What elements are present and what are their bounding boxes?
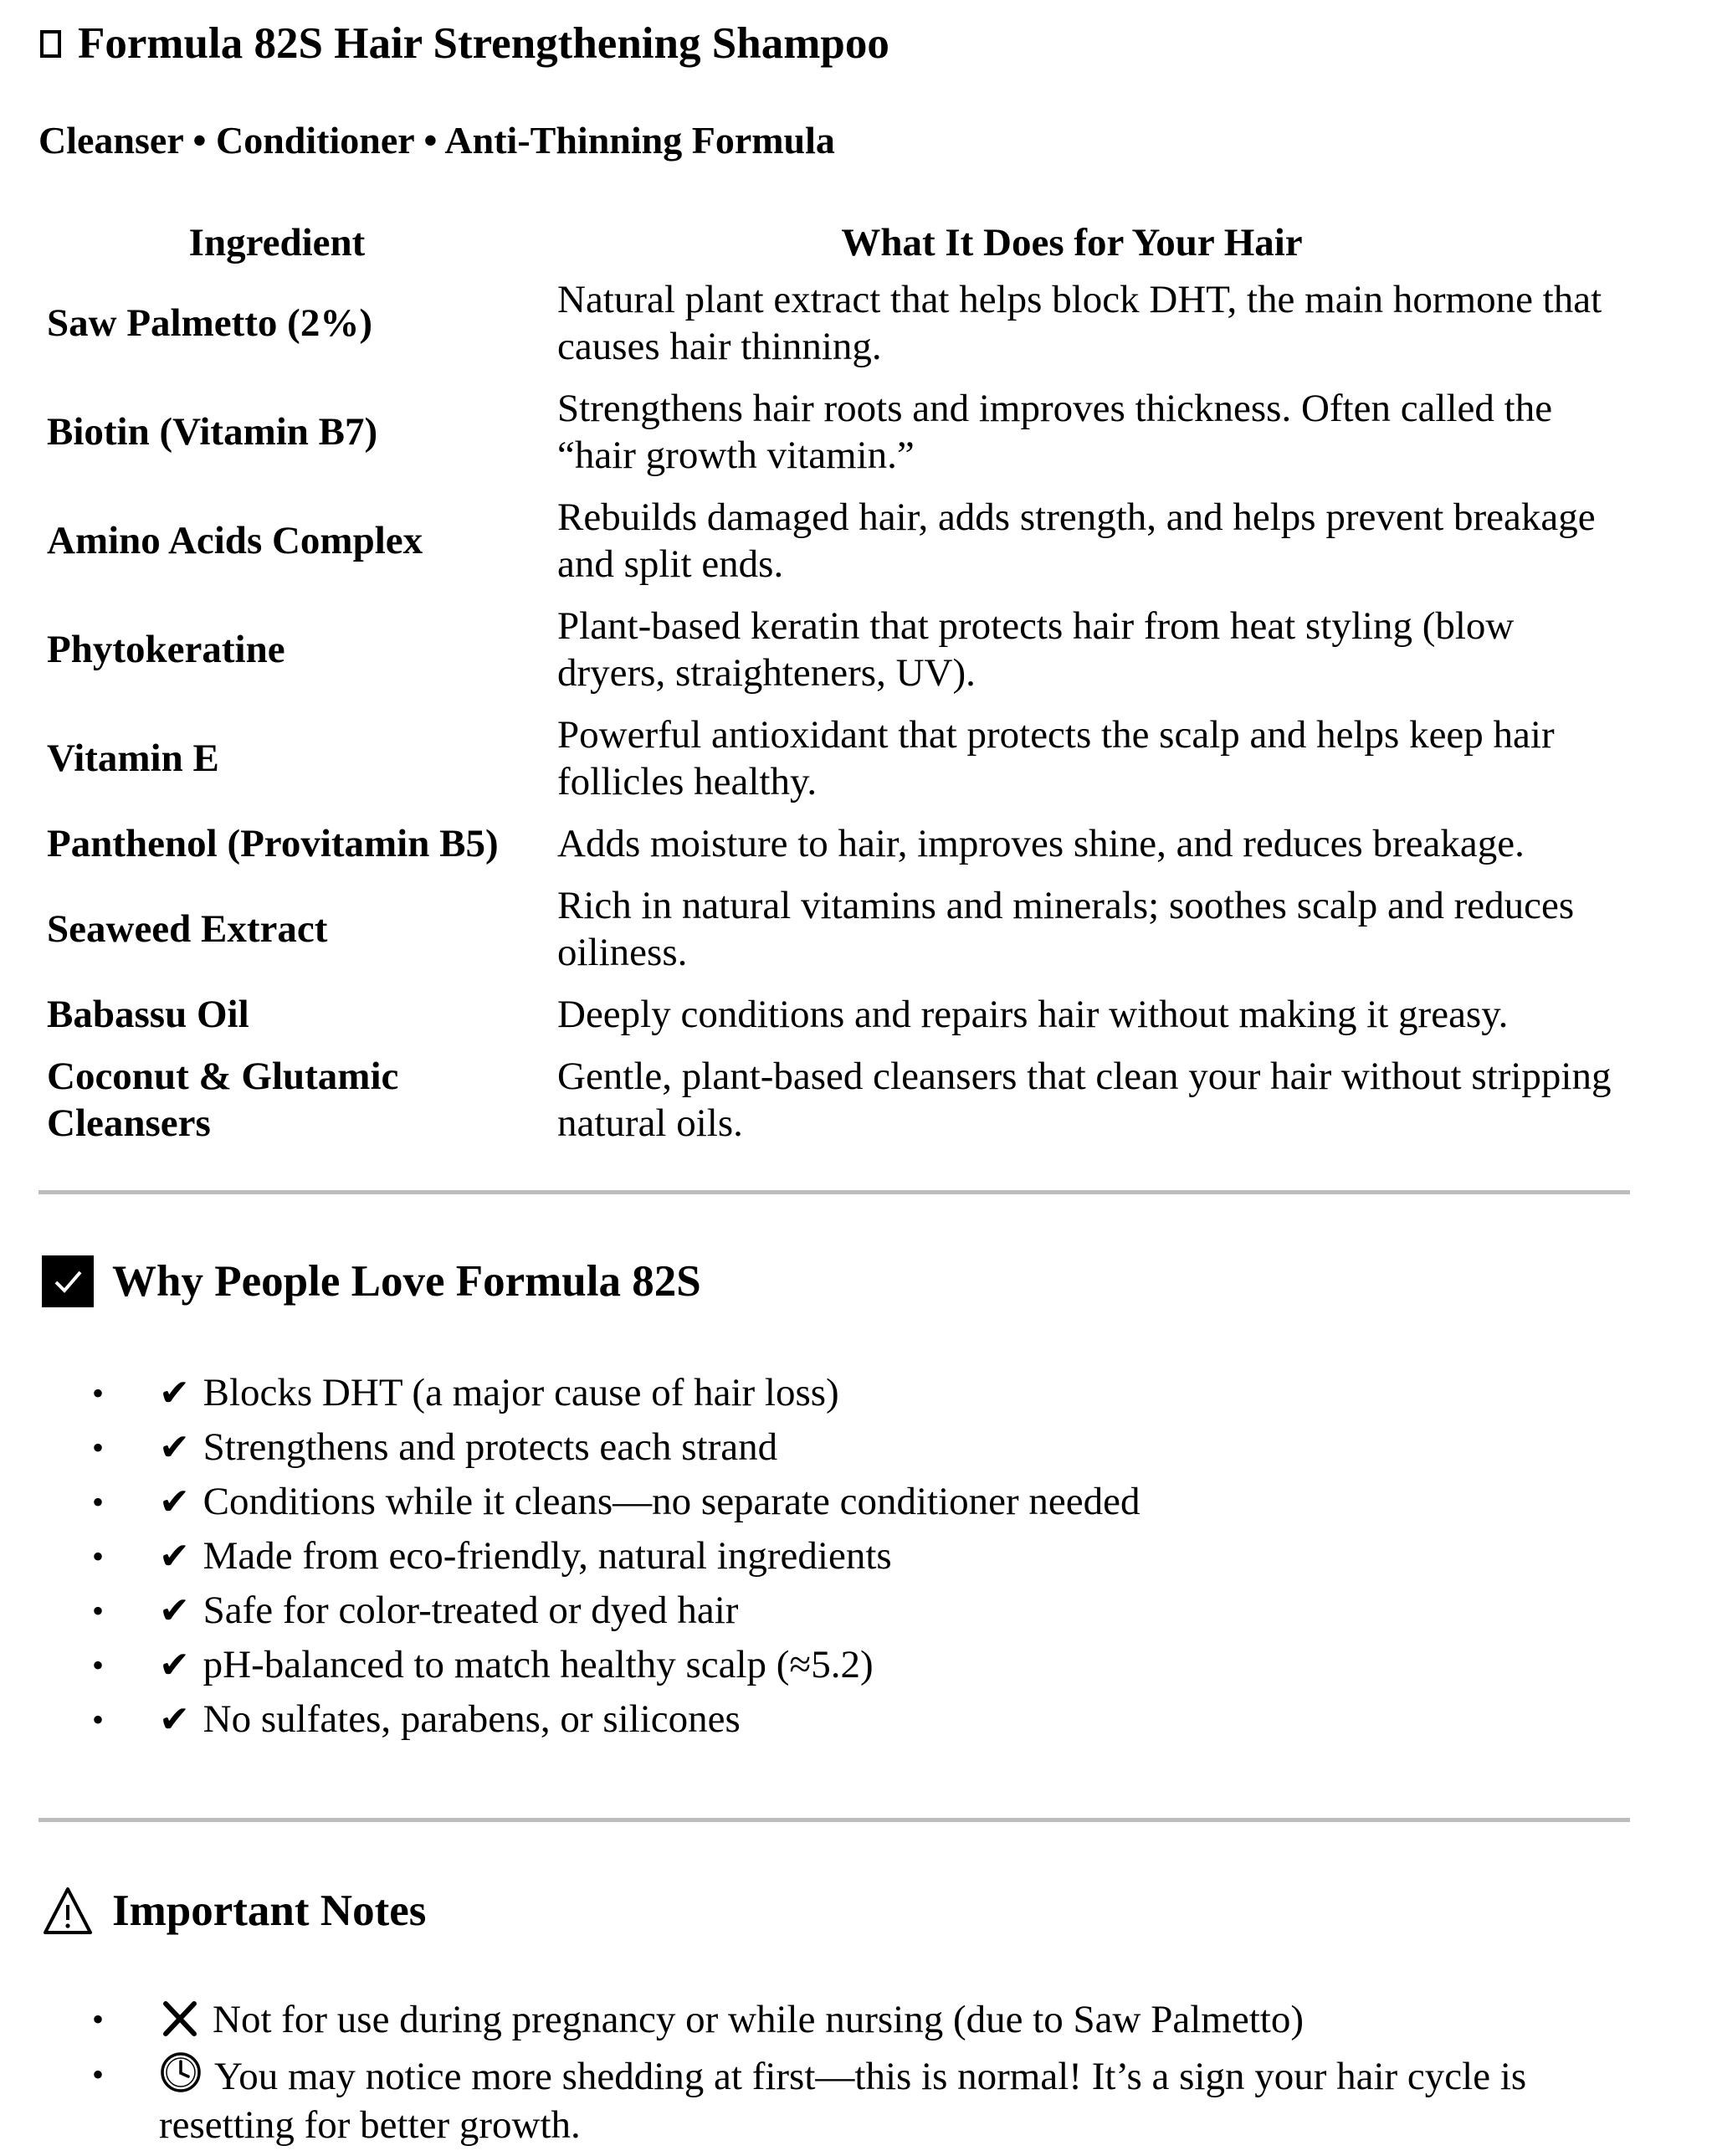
bullet: • <box>92 1701 105 1738</box>
document-title <box>40 18 889 69</box>
list-item <box>92 1995 1682 2044</box>
column-header-effect: What It Does for Your Hair <box>841 221 1303 264</box>
note-text: Not for use during pregnancy or while nursing (due to Saw Palmetto) <box>213 1998 1304 2041</box>
check-mark-icon: ✔ <box>159 1372 190 1414</box>
divider <box>38 1818 1630 1822</box>
list-item <box>92 1366 1140 1420</box>
list-item-text: pH-balanced to match healthy scalp (≈5.2) <box>202 1643 874 1686</box>
list-item <box>92 1529 1140 1584</box>
notes-section-heading <box>42 1885 426 1937</box>
bullet: • <box>92 1483 105 1521</box>
table-row <box>38 382 1628 490</box>
list-item-text: No sulfates, parabens, or silicones <box>202 1697 741 1741</box>
check-mark-icon: ✔ <box>159 1644 190 1686</box>
ingredient-name: Biotin (Vitamin B7) <box>47 410 378 454</box>
why-section-heading <box>42 1255 701 1307</box>
table-row <box>38 490 1628 599</box>
notes-heading-text: Important Notes <box>112 1887 427 1935</box>
check-mark-icon: ✔ <box>159 1426 190 1469</box>
check-mark-icon: ✔ <box>159 1698 190 1741</box>
ingredient-name: Phytokeratine <box>47 628 285 671</box>
bullet: • <box>92 1374 105 1412</box>
title-text: Formula 82S Hair Strengthening Shampoo <box>78 19 889 68</box>
check-mark-icon: ✔ <box>159 1481 190 1523</box>
why-list <box>92 1366 1140 1747</box>
bullet: • <box>92 1537 105 1575</box>
ingredient-name: Seaweed Extract <box>47 907 328 951</box>
bullet: • <box>92 1429 105 1466</box>
ingredient-description: Strengthens hair roots and improves thickness. Often called the “hair growth vitamin.” <box>557 387 1553 477</box>
ingredient-description: Deeply conditions and repairs hair without making it greasy. <box>557 993 1509 1036</box>
list-item <box>92 1584 1140 1638</box>
notes-list <box>92 1995 1682 2156</box>
ingredient-name: Babassu Oil <box>47 993 249 1036</box>
list-item <box>92 1692 1140 1747</box>
ingredient-description: Powerful antioxidant that protects the scalp and helps keep hair follicles healthy. <box>557 713 1555 803</box>
ingredient-name: Coconut & Glutamic Cleansers <box>47 1055 399 1145</box>
bullet: • <box>92 2000 105 2038</box>
list-item-text: Conditions while it cleans—no separate conditioner needed <box>202 1480 1140 1523</box>
ingredient-description: Rich in natural vitamins and minerals; soothes scalp and reduces oiliness. <box>557 884 1575 974</box>
ingredient-name: Vitamin E <box>47 737 219 780</box>
note-text: You may notice more shedding at first—this is normal! It’s a sign your hair cycle is resetting for better growth. <box>159 2055 1527 2147</box>
ingredient-name: Saw Palmetto (2%) <box>47 301 372 345</box>
table-row <box>38 599 1628 708</box>
bullet: • <box>92 1646 105 1684</box>
ingredients-table <box>38 219 1628 1158</box>
list-item-text: Strengthens and protects each strand <box>202 1425 778 1469</box>
table-header-row <box>38 219 1628 273</box>
x-icon <box>159 2000 201 2037</box>
warning-icon <box>42 1885 94 1937</box>
clock-icon <box>159 2051 202 2094</box>
ingredient-name: Panthenol (Provitamin B5) <box>47 822 499 865</box>
table-row <box>38 708 1628 817</box>
table-row <box>38 817 1628 879</box>
list-item-text: Made from eco-friendly, natural ingredients <box>202 1534 892 1578</box>
ingredient-description: Plant-based keratin that protects hair from heat styling (blow dryers, straighteners, UV). <box>557 604 1515 695</box>
bullet: • <box>92 1592 105 1630</box>
list-item-text: Safe for color-treated or dyed hair <box>202 1589 739 1632</box>
table-row <box>38 988 1628 1050</box>
ingredient-description: Adds moisture to hair, improves shine, and reduces breakage. <box>557 822 1525 865</box>
column-header-ingredient: Ingredient <box>188 221 366 264</box>
square-placeholder-icon <box>40 30 61 58</box>
bullet: • <box>92 2056 105 2093</box>
ingredient-description: Gentle, plant-based cleansers that clean your hair without stripping natural oils. <box>557 1055 1612 1145</box>
ingredient-name: Amino Acids Complex <box>47 519 423 562</box>
ingredient-description: Rebuilds damaged hair, adds strength, and helps prevent breakage and split ends. <box>557 495 1596 586</box>
list-item <box>92 1420 1140 1475</box>
check-mark-icon: ✔ <box>159 1535 190 1578</box>
list-item <box>92 2051 1682 2149</box>
list-item-text: Blocks DHT (a major cause of hair loss) <box>202 1371 839 1414</box>
list-item <box>92 1638 1140 1692</box>
table-row <box>38 1050 1628 1158</box>
ingredient-description: Natural plant extract that helps block DHT, the main hormone that causes hair thinning. <box>557 278 1602 368</box>
why-heading-text: Why People Love Formula 82S <box>112 1257 701 1306</box>
check-mark-icon: ✔ <box>159 1589 190 1632</box>
list-item <box>92 1475 1140 1529</box>
table-row <box>38 273 1628 382</box>
document-subtitle: Cleanser • Conditioner • Anti-Thinning Formula <box>38 119 835 162</box>
divider <box>38 1190 1630 1194</box>
table-row <box>38 879 1628 988</box>
checkbox-checked-icon <box>42 1255 94 1307</box>
